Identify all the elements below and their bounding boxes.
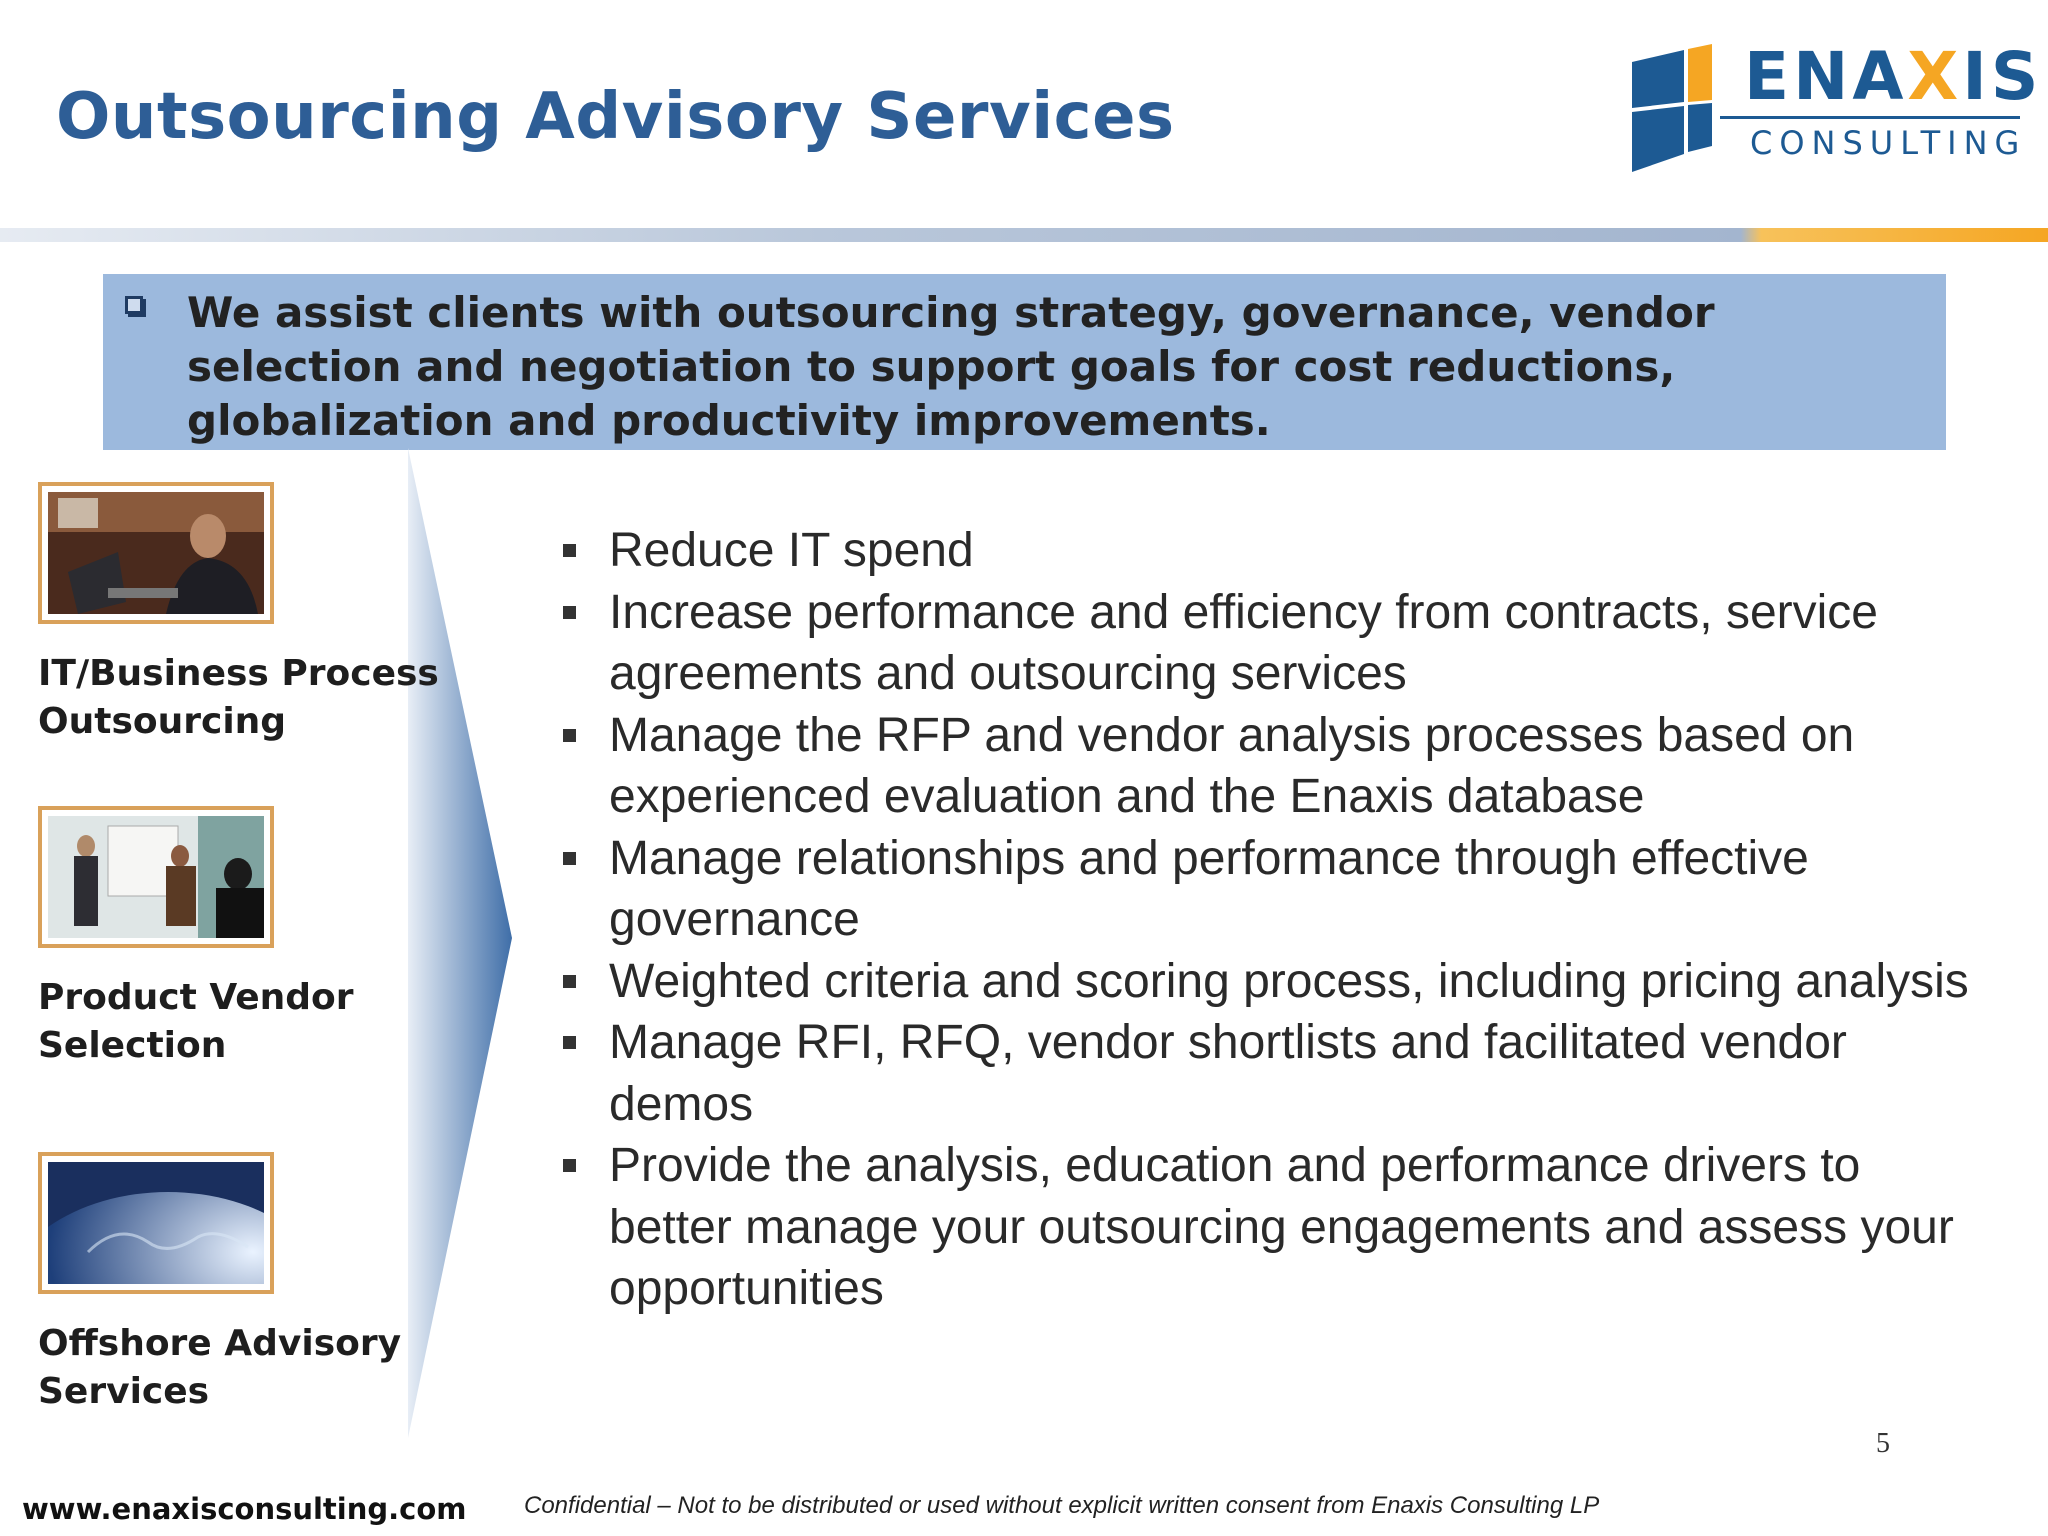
business-meeting-image (48, 816, 264, 938)
service-label: Product Vendor Selection (38, 977, 354, 1066)
photo-business-meeting (38, 806, 274, 948)
list-item: Reduce IT spend (555, 520, 1995, 582)
logo-divider (1720, 116, 2020, 119)
benefits-list (555, 520, 1995, 1320)
list-item: Manage RFI, RFQ, vendor shortlists and facilitated vendor demos (555, 1012, 1995, 1135)
logo-word-part: ENA (1744, 38, 1908, 115)
photo-office-worker (38, 482, 274, 624)
globe-image (48, 1162, 264, 1284)
logo-word-part: IS (1962, 38, 2043, 115)
summary-text: We assist clients with outsourcing strategy, governance, vendor selection and negotiation to support goals for cost reductions, globalization and productivity improvements. (187, 288, 1715, 445)
service-offshore (38, 1152, 401, 1416)
page-number: 5 (1876, 1428, 1890, 1459)
slide-title: Outsourcing Advisory Services (56, 80, 1175, 154)
photo-globe (38, 1152, 274, 1294)
header-rule (0, 228, 2048, 242)
office-worker-image (48, 492, 264, 614)
list-item: Weighted criteria and scoring process, including pricing analysis (555, 951, 1995, 1013)
list-item: Increase performance and efficiency from contracts, service agreements and outsourcing services (555, 582, 1995, 705)
list-item: Manage relationships and performance through effective governance (555, 828, 1995, 951)
checkbox-bullet-icon (125, 296, 143, 314)
logo-wordmark (1744, 38, 2042, 115)
service-label: Offshore Advisory Services (38, 1323, 402, 1412)
summary-banner (103, 274, 1946, 450)
footer-url[interactable]: www.enaxisconsulting.com (22, 1492, 467, 1526)
logo-x: X (1907, 38, 1963, 115)
service-label: IT/Business Process Outsourcing (38, 653, 439, 742)
confidential-notice: Confidential – Not to be distributed or used without explicit written consent from Enaxis Consulting LP (524, 1492, 1600, 1519)
list-item: Manage the RFP and vendor analysis processes based on experienced evaluation and the Enaxis database (555, 705, 1995, 828)
logo-subtitle: CONSULTING (1750, 124, 2027, 162)
list-item: Provide the analysis, education and performance drivers to better manage your outsourcing engagements and assess your opportunities (555, 1135, 1995, 1320)
service-product-vendor (38, 806, 354, 1070)
service-it-bpo (38, 482, 439, 746)
